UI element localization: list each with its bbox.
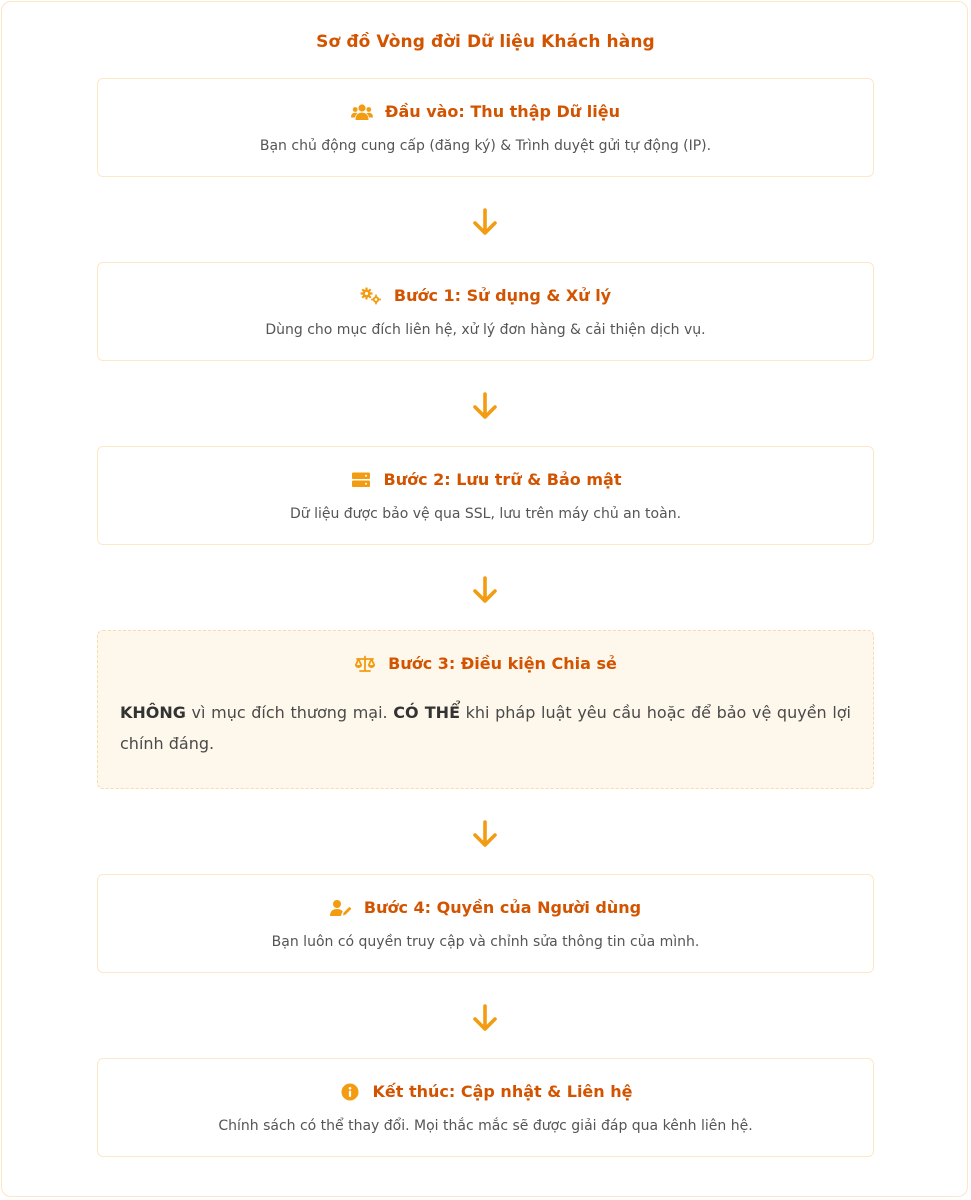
step-heading-label: Bước 4: Quyền của Người dùng: [363, 898, 642, 917]
step-description: Bạn chủ động cung cấp (đăng ký) & Trình duyệt gửi tự động (IP).: [259, 138, 712, 154]
step-heading: [98, 1081, 873, 1101]
desc-part: khi pháp luật yêu cầu hoặc để bảo vệ quyền lợi chính đáng.: [120, 703, 852, 753]
step-storage-box: [97, 446, 874, 545]
step-description: Dùng cho mục đích liên hệ, xử lý đơn hàng & cải thiện dịch vụ.: [265, 322, 706, 338]
step-input-box: [97, 78, 874, 177]
diagram-title: Sơ đồ Vòng đời Dữ liệu Khách hàng: [316, 32, 655, 52]
arrow-down-icon: [471, 575, 499, 605]
user-edit-icon: [330, 899, 352, 917]
gears-icon: [360, 287, 382, 305]
arrow-down-icon: [471, 207, 499, 237]
step-description: Dữ liệu được bảo vệ qua SSL, lưu trên máy chủ an toàn.: [289, 506, 682, 522]
step-heading-label: Đầu vào: Thu thập Dữ liệu: [385, 102, 620, 121]
info-circle-icon: [339, 1083, 361, 1101]
bold-may: CÓ THỂ: [393, 703, 460, 722]
step-heading: [98, 285, 873, 305]
step-description: Bạn luôn có quyền truy cập và chỉnh sửa thông tin của mình.: [271, 934, 700, 950]
step-heading: [98, 469, 873, 489]
step-heading: [98, 101, 873, 121]
step-heading-label: Bước 3: Điều kiện Chia sẻ: [388, 654, 617, 673]
server-icon: [350, 471, 372, 489]
step-heading-label: Kết thúc: Cập nhật & Liên hệ: [372, 1082, 633, 1101]
step-rights-box: [97, 874, 874, 973]
users-icon: [351, 103, 373, 121]
step-end-box: [97, 1058, 874, 1157]
step-heading-label: Bước 1: Sử dụng & Xử lý: [393, 286, 612, 305]
step-heading: [98, 653, 873, 673]
arrow-down-icon: [471, 1003, 499, 1033]
step-sharing-box: [97, 630, 874, 789]
step-heading-label: Bước 2: Lưu trữ & Bảo mật: [383, 470, 622, 489]
arrow-down-icon: [471, 819, 499, 849]
scale-balance-icon: [354, 655, 376, 673]
arrow-down-icon: [471, 391, 499, 421]
bold-not: KHÔNG: [120, 703, 186, 722]
step-description: Chính sách có thể thay đổi. Mọi thắc mắc sẽ được giải đáp qua kênh liên hệ.: [218, 1118, 753, 1134]
desc-part: vì mục đích thương mại.: [185, 703, 394, 722]
step-description: [120, 697, 851, 759]
step-usage-box: [97, 262, 874, 361]
step-heading: [98, 897, 873, 917]
